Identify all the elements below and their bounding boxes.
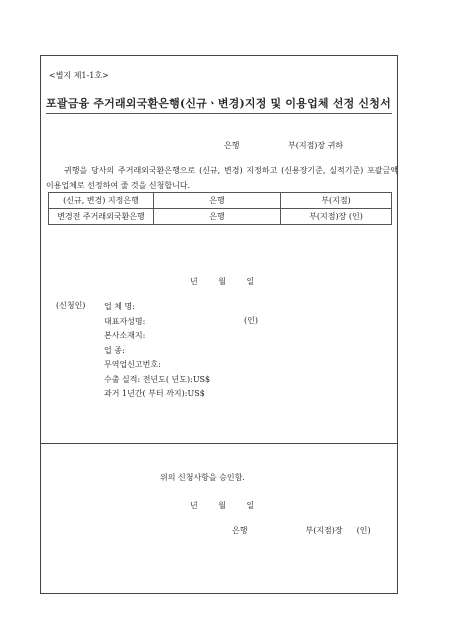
application-date: 년 월 일	[190, 277, 255, 286]
approval-bank-line	[232, 525, 371, 536]
table-row	[49, 193, 392, 209]
table-cell: 변경전 주거래외국환은행	[49, 209, 154, 225]
field-export-prev-year: 수출 실적: 전년도( 년도):US$	[104, 374, 211, 384]
approval-seal: (인)	[356, 526, 371, 535]
bank-designation-table	[48, 192, 392, 225]
table-cell: 부(지점)장 (인)	[281, 209, 392, 225]
table-cell: 은행	[154, 209, 281, 225]
form-frame	[40, 55, 398, 594]
approval-date: 년 월 일	[190, 501, 255, 510]
addressee-branch: 부(지점)장 귀하	[288, 141, 344, 150]
table-row	[49, 209, 392, 225]
field-trade-reg-no: 무역업신고번호:	[104, 360, 161, 369]
applicant-fields	[104, 300, 210, 402]
field-representative: 대표자성명:	[104, 316, 146, 326]
form-number: <별지 제1-1호>	[49, 71, 109, 80]
table-cell: 부(지점)	[281, 193, 392, 209]
representative-seal: (인)	[244, 316, 258, 325]
title-underline	[46, 113, 392, 114]
table-cell: (신규, 변경) 지정은행	[49, 193, 154, 209]
approval-text: 위의 신청사항을 승인함.	[160, 473, 245, 482]
application-body-text: 귀행을 당사의 주거래외국환은행으로 (신규, 변경) 지정하고 (신용장기준, 실적기준) 포괄금액 이용업체로 선정하여 줄 것을 신청합니다.	[46, 166, 398, 190]
applicant-label: (신청인)	[56, 301, 86, 310]
field-export-last-year: 과거 1년간( 부터 까지):US$	[104, 389, 205, 398]
addressee-bank: 은행	[224, 141, 240, 150]
field-company-name: 업 체 명:	[104, 302, 135, 311]
table-cell: 은행	[154, 193, 281, 209]
form-title: 포괄금융 주거래외국환은행(신규ㆍ변경)지정 및 이용업체 선정 신청서	[46, 97, 391, 110]
approval-branch: 부(지점)장	[305, 526, 343, 535]
approval-bank: 은행	[232, 526, 248, 535]
addressee-line	[224, 140, 343, 151]
field-head-office: 본사소재지:	[104, 331, 146, 340]
field-business-type: 업 종:	[104, 345, 125, 355]
section-divider	[40, 443, 398, 444]
